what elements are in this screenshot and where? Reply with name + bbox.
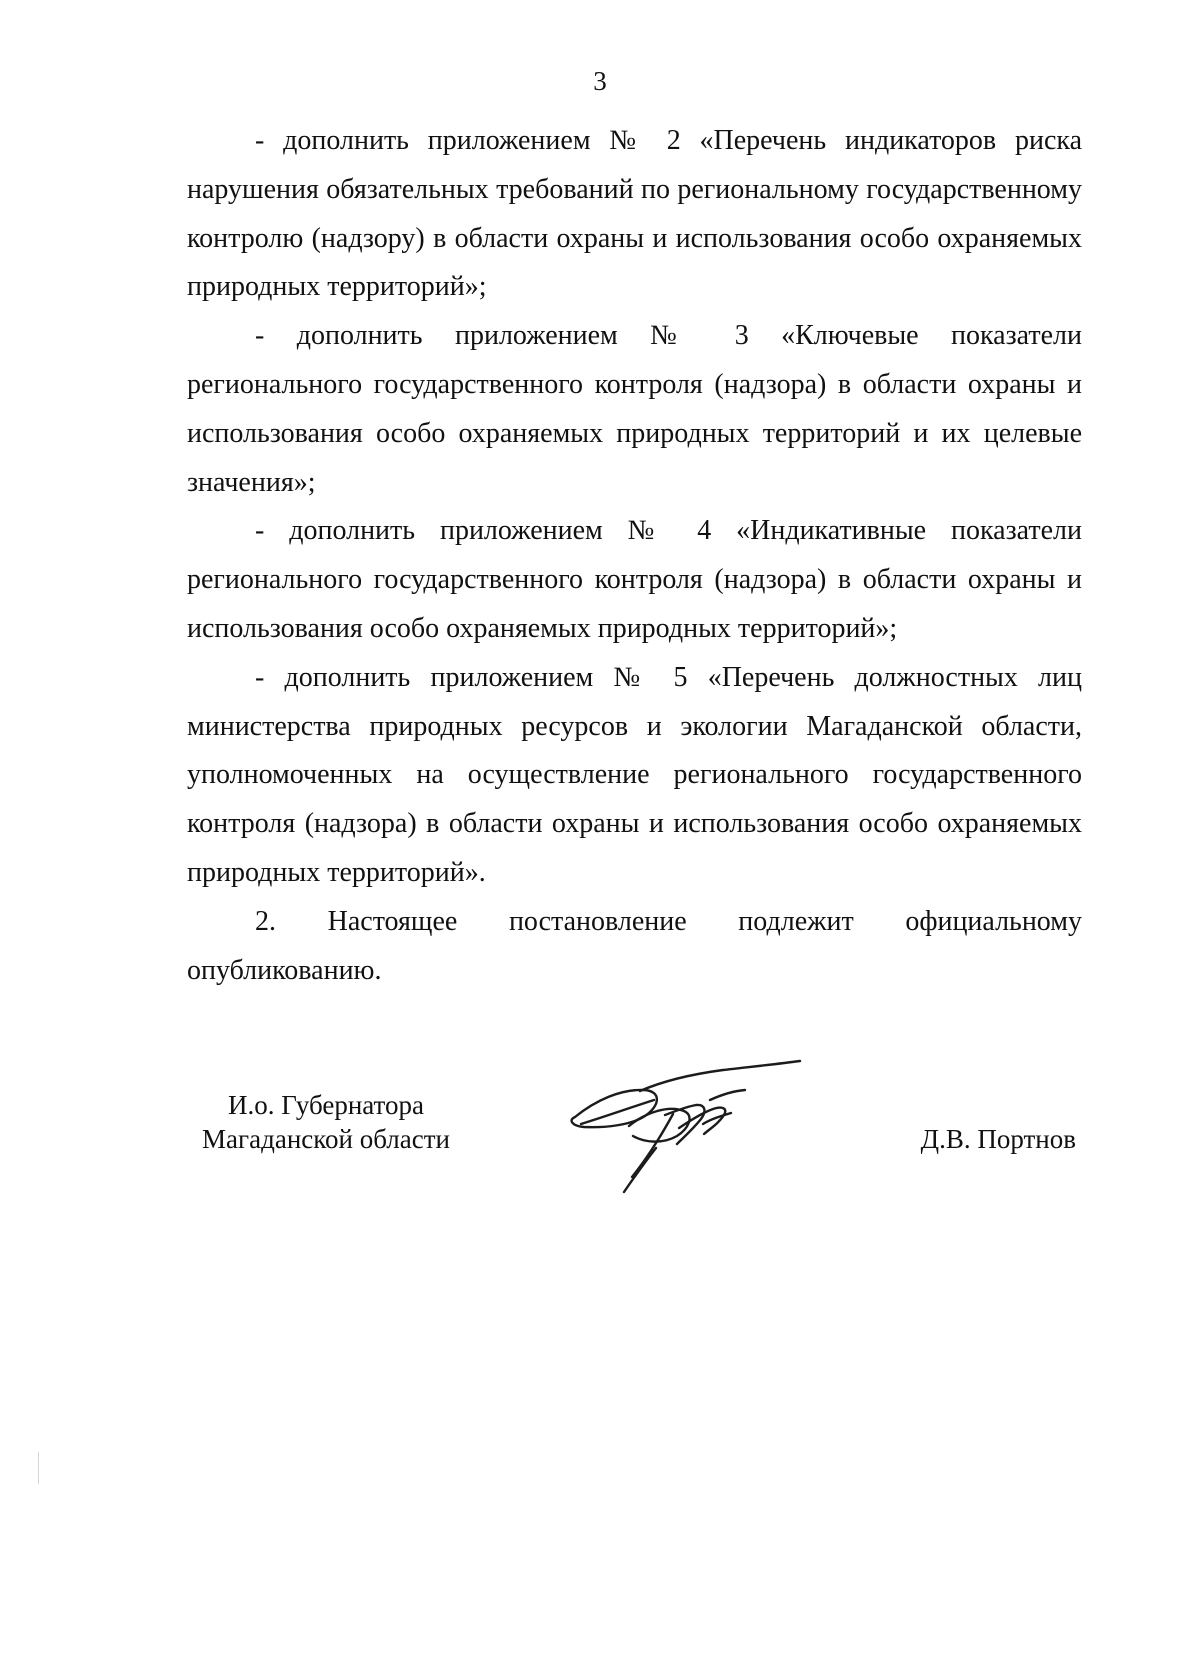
document-body: [187, 117, 1082, 995]
signer-title-line-2: Магаданской области: [202, 1124, 450, 1154]
amendment-paragraph-appendix-3: - дополнить приложением № 3 «Ключевые показатели регионального государственного контроля (надзора) в области охраны и использования особо охраняемых природных территорий и их целевые значения»;: [187, 320, 1082, 498]
amendment-paragraph-appendix-5: - дополнить приложением № 5 «Перечень должностных лиц министерства природных ресурсов и экологии Магаданской области, уполномоченных на осуществление регионального государственного контроля (надзора) в области охраны и использования особо охраняемых природных территорий».: [187, 661, 1082, 888]
scan-edge-mark: [38, 1452, 39, 1484]
page-number: 3: [593, 66, 607, 96]
publication-paragraph: 2. Настоящее постановление подлежит официальному опубликованию.: [187, 905, 1082, 986]
signer-name: Д.В. Портнов: [920, 1124, 1076, 1154]
signer-title: [178, 1088, 474, 1156]
handwritten-signature: [565, 1056, 825, 1216]
signature-block: [0, 1088, 1200, 1208]
amendment-paragraph-appendix-4: - дополнить приложением № 4 «Индикативные показатели регионального государственного контроля (надзора) в области охраны и использования особо охраняемых природных территорий»;: [187, 515, 1082, 644]
amendment-paragraph-appendix-2: - дополнить приложением № 2 «Перечень индикаторов риска нарушения обязательных требований по региональному государственному контролю (надзору) в области охраны и использования особо охраняемых природных территорий»;: [187, 125, 1082, 303]
signer-title-line-1: И.о. Губернатора: [227, 1090, 424, 1120]
